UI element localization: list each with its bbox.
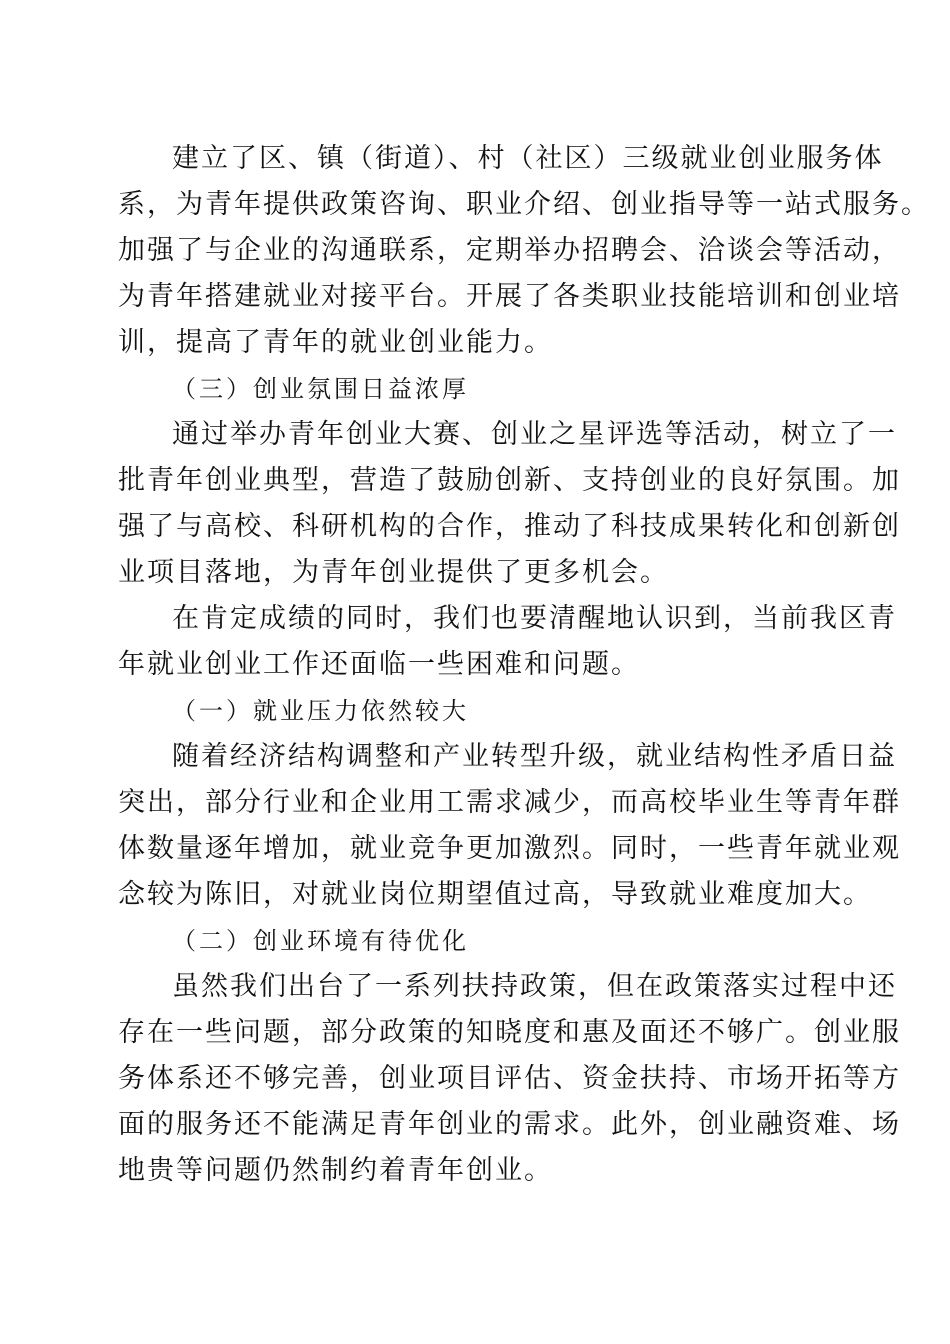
text-line: 训，提高了青年的就业创业能力。	[118, 327, 553, 358]
text-line: 突出，部分行业和企业用工需求减少，而高校毕业生等青年群	[118, 787, 901, 818]
text-line: 年就业创业工作还面临一些困难和问题。	[118, 649, 640, 680]
section-heading: （三）创业氛围日益浓厚	[172, 375, 469, 403]
text-line: 强了与高校、科研机构的合作，推动了科技成果转化和创新创	[118, 511, 901, 542]
text-line: 建立了区、镇（街道）、村（社区）三级就业创业服务体	[172, 143, 884, 174]
text-line: 体数量逐年增加，就业竞争更加激烈。同时，一些青年就业观	[118, 833, 901, 864]
text-line: 地贵等问题仍然制约着青年创业。	[118, 1155, 553, 1186]
text-line: 系，为青年提供政策咨询、职业介绍、创业指导等一站式服务。	[118, 189, 930, 220]
text-line: 务体系还不够完善，创业项目评估、资金扶持、市场开拓等方	[118, 1063, 901, 1094]
text-line: 为青年搭建就业对接平台。开展了各类职业技能培训和创业培	[118, 281, 901, 312]
text-line: 业项目落地，为青年创业提供了更多机会。	[118, 557, 669, 588]
text-line: 在肯定成绩的同时，我们也要清醒地认识到，当前我区青	[172, 603, 897, 634]
text-line: 存在一些问题，部分政策的知晓度和惠及面还不够广。创业服	[118, 1017, 901, 1048]
text-line: 加强了与企业的沟通联系，定期举办招聘会、洽谈会等活动，	[118, 235, 901, 266]
text-line: 虽然我们出台了一系列扶持政策，但在政策落实过程中还	[172, 971, 897, 1002]
text-line: 念较为陈旧，对就业岗位期望值过高，导致就业难度加大。	[118, 879, 872, 910]
text-line: 批青年创业典型，营造了鼓励创新、支持创业的良好氛围。加	[118, 465, 901, 496]
document-body	[118, 136, 930, 1194]
section-heading: （二）创业环境有待优化	[172, 927, 469, 955]
section-heading: （一）就业压力依然较大	[172, 697, 469, 725]
text-line: 随着经济结构调整和产业转型升级，就业结构性矛盾日益	[172, 741, 897, 772]
text-line: 通过举办青年创业大赛、创业之星评选等活动，树立了一	[172, 419, 897, 450]
text-line: 面的服务还不能满足青年创业的需求。此外，创业融资难、场	[118, 1109, 901, 1140]
